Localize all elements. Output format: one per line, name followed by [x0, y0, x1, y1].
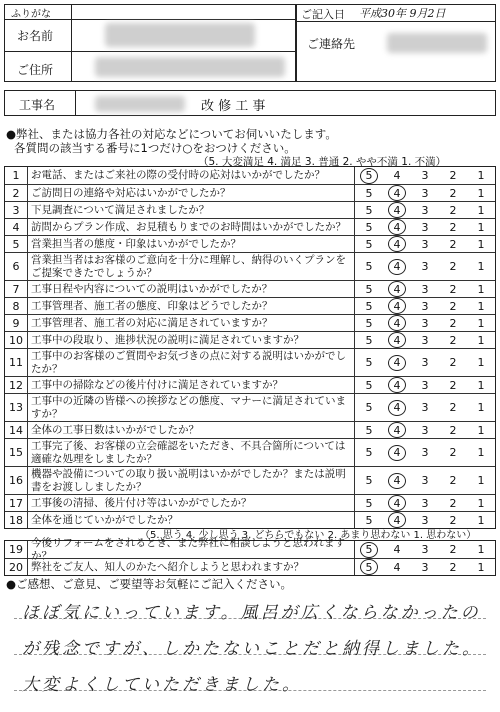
question-number: 7 — [5, 281, 28, 297]
name-label: お名前 — [17, 29, 54, 43]
survey-row — [5, 466, 495, 494]
selected-circle — [388, 422, 406, 438]
rating-option-3[interactable]: 3 — [421, 496, 429, 510]
question-text: お電話、またはご来社の際の受付時の応対はいかがでしたか？ — [31, 169, 325, 181]
rating-option-2[interactable]: 2 — [449, 401, 457, 414]
question-number: 15 — [5, 439, 28, 466]
survey-row — [5, 393, 495, 421]
survey-row — [5, 438, 495, 466]
rating-option-5[interactable]: 5 — [365, 560, 373, 574]
selected-circle — [388, 236, 406, 252]
question-text: 営業担当者はお客様のご意向を十分に理解し、納得のいくプランをご提案できたでしょうか？ — [31, 253, 346, 279]
question-text: 工事管理者、施工者の対応に満足されていますか？ — [31, 316, 273, 329]
rating-options — [354, 167, 495, 184]
comments-label: ●ご感想、ご意見、ご要望等お気軽にご記入ください。 — [6, 577, 293, 591]
question-number: 4 — [5, 219, 28, 235]
rating-option-4[interactable]: 4 — [393, 474, 401, 487]
survey-row — [5, 421, 495, 438]
name-redacted — [105, 23, 255, 47]
rating-options — [354, 377, 495, 393]
rating-option-3[interactable]: 3 — [421, 401, 429, 414]
selected-circle — [388, 445, 406, 461]
rating-option-3[interactable]: 3 — [421, 186, 429, 200]
rating-option-3[interactable]: 3 — [421, 446, 429, 459]
question-text: 工事中の掃除などの後片付けに満足されていますか？ — [31, 378, 283, 391]
rating-option-5[interactable]: 5 — [365, 237, 373, 251]
rating-option-2[interactable]: 2 — [449, 496, 457, 510]
rating-option-2[interactable]: 2 — [449, 282, 457, 296]
question-number: 14 — [5, 422, 28, 438]
question-number: 3 — [5, 202, 28, 218]
rating-option-1[interactable]: 1 — [477, 237, 485, 251]
question-text: 工事日程や内容についての説明はいかがでしたか？ — [31, 282, 273, 295]
rating-option-1[interactable]: 1 — [477, 423, 485, 437]
rating-option-5[interactable]: 5 — [365, 333, 373, 347]
survey-row — [5, 376, 495, 393]
rating-option-3[interactable]: 3 — [421, 543, 429, 556]
question-number: 16 — [5, 467, 28, 494]
rating-option-3[interactable]: 3 — [421, 474, 429, 487]
date-value: 平成30年 9月2日 — [359, 7, 446, 20]
rating-option-4[interactable]: 4 — [393, 186, 401, 200]
rating-option-1[interactable]: 1 — [477, 543, 485, 556]
comment-line-1: ほぼ気にいっています。風呂が広くならなかったの — [22, 603, 481, 623]
question-text: ご訪問日の連絡や対応はいかがでしたか？ — [31, 186, 231, 199]
question-text: 全体を通じていかがでしたか？ — [31, 513, 178, 526]
scale-legend-2: （5. 思う 4. 少し思う 3. どちらでもない 2. あまり思わない 1. 思わない） — [140, 530, 477, 541]
rating-option-5[interactable]: 5 — [365, 401, 373, 414]
survey-table — [4, 166, 496, 529]
rating-option-1[interactable]: 1 — [477, 446, 485, 459]
comment-line-2: が残念ですが、しかたないことだと納得しました。 — [22, 639, 482, 659]
rating-option-4[interactable]: 4 — [393, 446, 401, 459]
rating-options — [354, 559, 495, 575]
rating-option-4[interactable]: 4 — [393, 543, 401, 556]
rating-option-1[interactable]: 1 — [477, 316, 485, 330]
question-text: 工事完了後、お客様の立会確認をいただき、不具合箇所については適確な処理をしましたか？ — [31, 439, 346, 465]
selected-circle — [388, 400, 406, 416]
rating-option-3[interactable]: 3 — [421, 378, 429, 392]
work-name-box — [4, 90, 496, 116]
rating-option-4[interactable]: 4 — [393, 378, 401, 392]
rating-option-2[interactable]: 2 — [449, 299, 457, 313]
rating-option-1[interactable]: 1 — [477, 356, 485, 369]
rating-option-4[interactable]: 4 — [393, 316, 401, 330]
survey-row — [5, 184, 495, 201]
rating-option-4[interactable]: 4 — [393, 356, 401, 369]
rating-option-4[interactable]: 4 — [393, 423, 401, 437]
selected-circle — [388, 473, 406, 489]
survey-row — [5, 348, 495, 376]
selected-circle — [388, 355, 406, 371]
rating-option-5[interactable]: 5 — [365, 169, 373, 182]
rating-option-5[interactable]: 5 — [365, 496, 373, 510]
rating-option-2[interactable]: 2 — [449, 186, 457, 200]
rating-options — [354, 315, 495, 331]
rating-option-3[interactable]: 3 — [421, 423, 429, 437]
question-number: 20 — [5, 559, 28, 575]
rating-option-5[interactable]: 5 — [365, 299, 373, 313]
rating-options — [354, 202, 495, 218]
survey-row — [5, 280, 495, 297]
rating-option-4[interactable]: 4 — [393, 401, 401, 414]
contact-redacted — [387, 33, 487, 53]
survey-row — [5, 201, 495, 218]
question-number: 9 — [5, 315, 28, 331]
question-number: 1 — [5, 167, 28, 184]
rating-option-4[interactable]: 4 — [393, 220, 401, 234]
rating-option-3[interactable]: 3 — [421, 237, 429, 251]
rating-option-1[interactable]: 1 — [477, 333, 485, 347]
date-contact-box — [296, 4, 496, 82]
rating-options — [354, 439, 495, 466]
rating-option-3[interactable]: 3 — [421, 333, 429, 347]
rating-option-5[interactable]: 5 — [365, 282, 373, 296]
selected-circle — [388, 281, 406, 297]
rating-option-1[interactable]: 1 — [477, 260, 485, 273]
rating-option-2[interactable]: 2 — [449, 446, 457, 459]
survey-table-2 — [4, 536, 496, 576]
customer-info-box — [4, 4, 296, 82]
question-number: 6 — [5, 253, 28, 280]
question-number: 5 — [5, 236, 28, 252]
survey-row — [5, 558, 495, 575]
question-number: 12 — [5, 377, 28, 393]
question-number: 8 — [5, 298, 28, 314]
rating-option-1[interactable]: 1 — [477, 169, 485, 182]
rating-option-4[interactable]: 4 — [393, 203, 401, 217]
rating-option-1[interactable]: 1 — [477, 203, 485, 217]
rating-option-3[interactable]: 3 — [421, 169, 429, 182]
rating-options — [354, 253, 495, 280]
question-number: 2 — [5, 185, 28, 201]
date-label: ご記入日 — [301, 8, 345, 21]
rating-option-5[interactable]: 5 — [365, 423, 373, 437]
rating-option-2[interactable]: 2 — [449, 474, 457, 487]
rating-option-2[interactable]: 2 — [449, 378, 457, 392]
rating-option-2[interactable]: 2 — [449, 560, 457, 574]
rating-option-4[interactable]: 4 — [393, 237, 401, 251]
rating-option-5[interactable]: 5 — [365, 543, 373, 556]
work-name-redacted — [95, 96, 185, 112]
rating-option-2[interactable]: 2 — [449, 333, 457, 347]
rating-option-5[interactable]: 5 — [365, 378, 373, 392]
rating-option-2[interactable]: 2 — [449, 356, 457, 369]
question-number: 18 — [5, 512, 28, 528]
rating-option-3[interactable]: 3 — [421, 220, 429, 234]
selected-circle — [388, 219, 406, 235]
work-name-value: 改 修 工 事 — [201, 99, 266, 114]
rating-options — [354, 219, 495, 235]
survey-row — [5, 314, 495, 331]
question-text: 訪問からプラン作成、お見積もりまでのお時間はいかがでしたか？ — [31, 220, 346, 233]
rating-option-1[interactable]: 1 — [477, 474, 485, 487]
survey-row — [5, 331, 495, 348]
survey-row — [5, 252, 495, 280]
rating-options — [354, 185, 495, 201]
selected-circle — [360, 559, 378, 575]
selected-circle — [388, 298, 406, 314]
intro-line-2: 各質問の該当する番号に1つだけ○をおつけください。 — [14, 141, 296, 155]
survey-row — [5, 494, 495, 511]
rating-option-2[interactable]: 2 — [449, 237, 457, 251]
selected-circle — [388, 377, 406, 393]
rating-option-3[interactable]: 3 — [421, 316, 429, 330]
rating-option-2[interactable]: 2 — [449, 260, 457, 273]
selected-circle — [388, 259, 406, 275]
rating-option-4[interactable]: 4 — [393, 333, 401, 347]
rating-option-4[interactable]: 4 — [393, 299, 401, 313]
rating-options — [354, 467, 495, 494]
rating-option-5[interactable]: 5 — [365, 260, 373, 273]
question-text: 工事後の清掃、後片付け等はいかがでしたか？ — [31, 496, 252, 509]
rating-option-1[interactable]: 1 — [477, 378, 485, 392]
rating-options — [354, 349, 495, 376]
rating-option-4[interactable]: 4 — [393, 496, 401, 510]
rating-option-4[interactable]: 4 — [393, 169, 401, 182]
question-text: 機器や設備についての取り扱い説明はいかがでしたか？または説明書をお渡ししましたか？ — [31, 467, 346, 493]
rating-option-3[interactable]: 3 — [421, 513, 429, 527]
furigana-label: ふりがな — [11, 9, 51, 20]
rating-option-5[interactable]: 5 — [365, 220, 373, 234]
selected-circle — [388, 202, 406, 218]
rating-option-1[interactable]: 1 — [477, 401, 485, 414]
rating-option-4[interactable]: 4 — [393, 560, 401, 574]
rating-option-1[interactable]: 1 — [477, 299, 485, 313]
survey-row — [5, 536, 495, 562]
rating-option-4[interactable]: 4 — [393, 282, 401, 296]
selected-circle — [388, 332, 406, 348]
rating-option-5[interactable]: 5 — [365, 203, 373, 217]
rating-option-3[interactable]: 3 — [421, 282, 429, 296]
rating-option-1[interactable]: 1 — [477, 513, 485, 527]
rating-option-1[interactable]: 1 — [477, 220, 485, 234]
question-text: 工事中のお客様のご質問やお気づきの点に対する説明はいかがでしたか？ — [31, 349, 346, 375]
question-number: 10 — [5, 332, 28, 348]
rating-option-4[interactable]: 4 — [393, 260, 401, 273]
intro-line-1: ●弊社、または協力各社の対応などについてお伺いいたします。 — [6, 127, 337, 141]
question-text: 下見調査について満足されましたか？ — [31, 203, 210, 216]
question-text: 工事管理者、施工者の態度、印象はどうでしたか？ — [31, 299, 273, 312]
rating-option-2[interactable]: 2 — [449, 513, 457, 527]
rating-option-1[interactable]: 1 — [477, 496, 485, 510]
rating-option-4[interactable]: 4 — [393, 513, 401, 527]
selected-circle — [388, 495, 406, 511]
rating-options — [354, 298, 495, 314]
rating-option-1[interactable]: 1 — [477, 186, 485, 200]
rating-option-2[interactable]: 2 — [449, 220, 457, 234]
rating-option-2[interactable]: 2 — [449, 423, 457, 437]
rating-option-3[interactable]: 3 — [421, 260, 429, 273]
rating-option-2[interactable]: 2 — [449, 543, 457, 556]
rating-option-2[interactable]: 2 — [449, 169, 457, 182]
rating-option-3[interactable]: 3 — [421, 356, 429, 369]
rating-options — [354, 332, 495, 348]
question-text: 営業担当者の態度・印象はいかがでしたか？ — [31, 237, 241, 250]
scale-legend: （5. 大変満足 4. 満足 3. 普通 2. やや不満 1. 不満） — [198, 156, 447, 168]
address-redacted — [95, 57, 285, 77]
rating-option-1[interactable]: 1 — [477, 282, 485, 296]
rating-option-5[interactable]: 5 — [365, 513, 373, 527]
selected-circle — [360, 542, 378, 558]
question-text: 今後リフォームをされるとき、また弊社に相談しようと思われますか？ — [31, 536, 346, 562]
comment-line-3: 大変よくしていただきました。 — [22, 675, 302, 695]
survey-row — [5, 297, 495, 314]
rating-option-2[interactable]: 2 — [449, 203, 457, 217]
question-number: 11 — [5, 349, 28, 376]
rating-options — [354, 236, 495, 252]
rating-option-2[interactable]: 2 — [449, 316, 457, 330]
question-text: 弊社をご友人、知人のかたへ紹介しようと思われますか？ — [31, 560, 304, 573]
rating-options — [354, 281, 495, 297]
rating-options — [354, 394, 495, 421]
question-number: 19 — [5, 541, 28, 558]
contact-label: ご連絡先 — [307, 37, 356, 51]
survey-row — [5, 235, 495, 252]
question-text: 工事中の近隣の皆様への挨拶などの態度、マナーに満足されていますか？ — [31, 394, 346, 420]
comments-area — [4, 590, 496, 708]
rating-option-5[interactable]: 5 — [365, 446, 373, 459]
rating-option-5[interactable]: 5 — [365, 474, 373, 487]
survey-row — [5, 167, 495, 184]
rating-option-3[interactable]: 3 — [421, 299, 429, 313]
rating-options — [354, 422, 495, 438]
selected-circle — [360, 168, 378, 184]
question-number: 17 — [5, 495, 28, 511]
rating-option-5[interactable]: 5 — [365, 316, 373, 330]
rating-option-1[interactable]: 1 — [477, 560, 485, 574]
rating-option-5[interactable]: 5 — [365, 356, 373, 369]
question-number: 13 — [5, 394, 28, 421]
question-text: 全体の工事日数はいかがでしたか？ — [31, 423, 199, 436]
work-name-label: 工事名 — [19, 98, 56, 112]
rating-option-3[interactable]: 3 — [421, 203, 429, 217]
rating-options — [354, 495, 495, 511]
rating-options — [354, 541, 495, 558]
rating-option-5[interactable]: 5 — [365, 186, 373, 200]
selected-circle — [388, 315, 406, 331]
survey-row — [5, 218, 495, 235]
question-text: 工事中の段取り、進捗状況の説明に満足されていますか？ — [31, 333, 304, 346]
address-label: ご住所 — [17, 63, 54, 77]
selected-circle — [388, 185, 406, 201]
rating-option-3[interactable]: 3 — [421, 560, 429, 574]
